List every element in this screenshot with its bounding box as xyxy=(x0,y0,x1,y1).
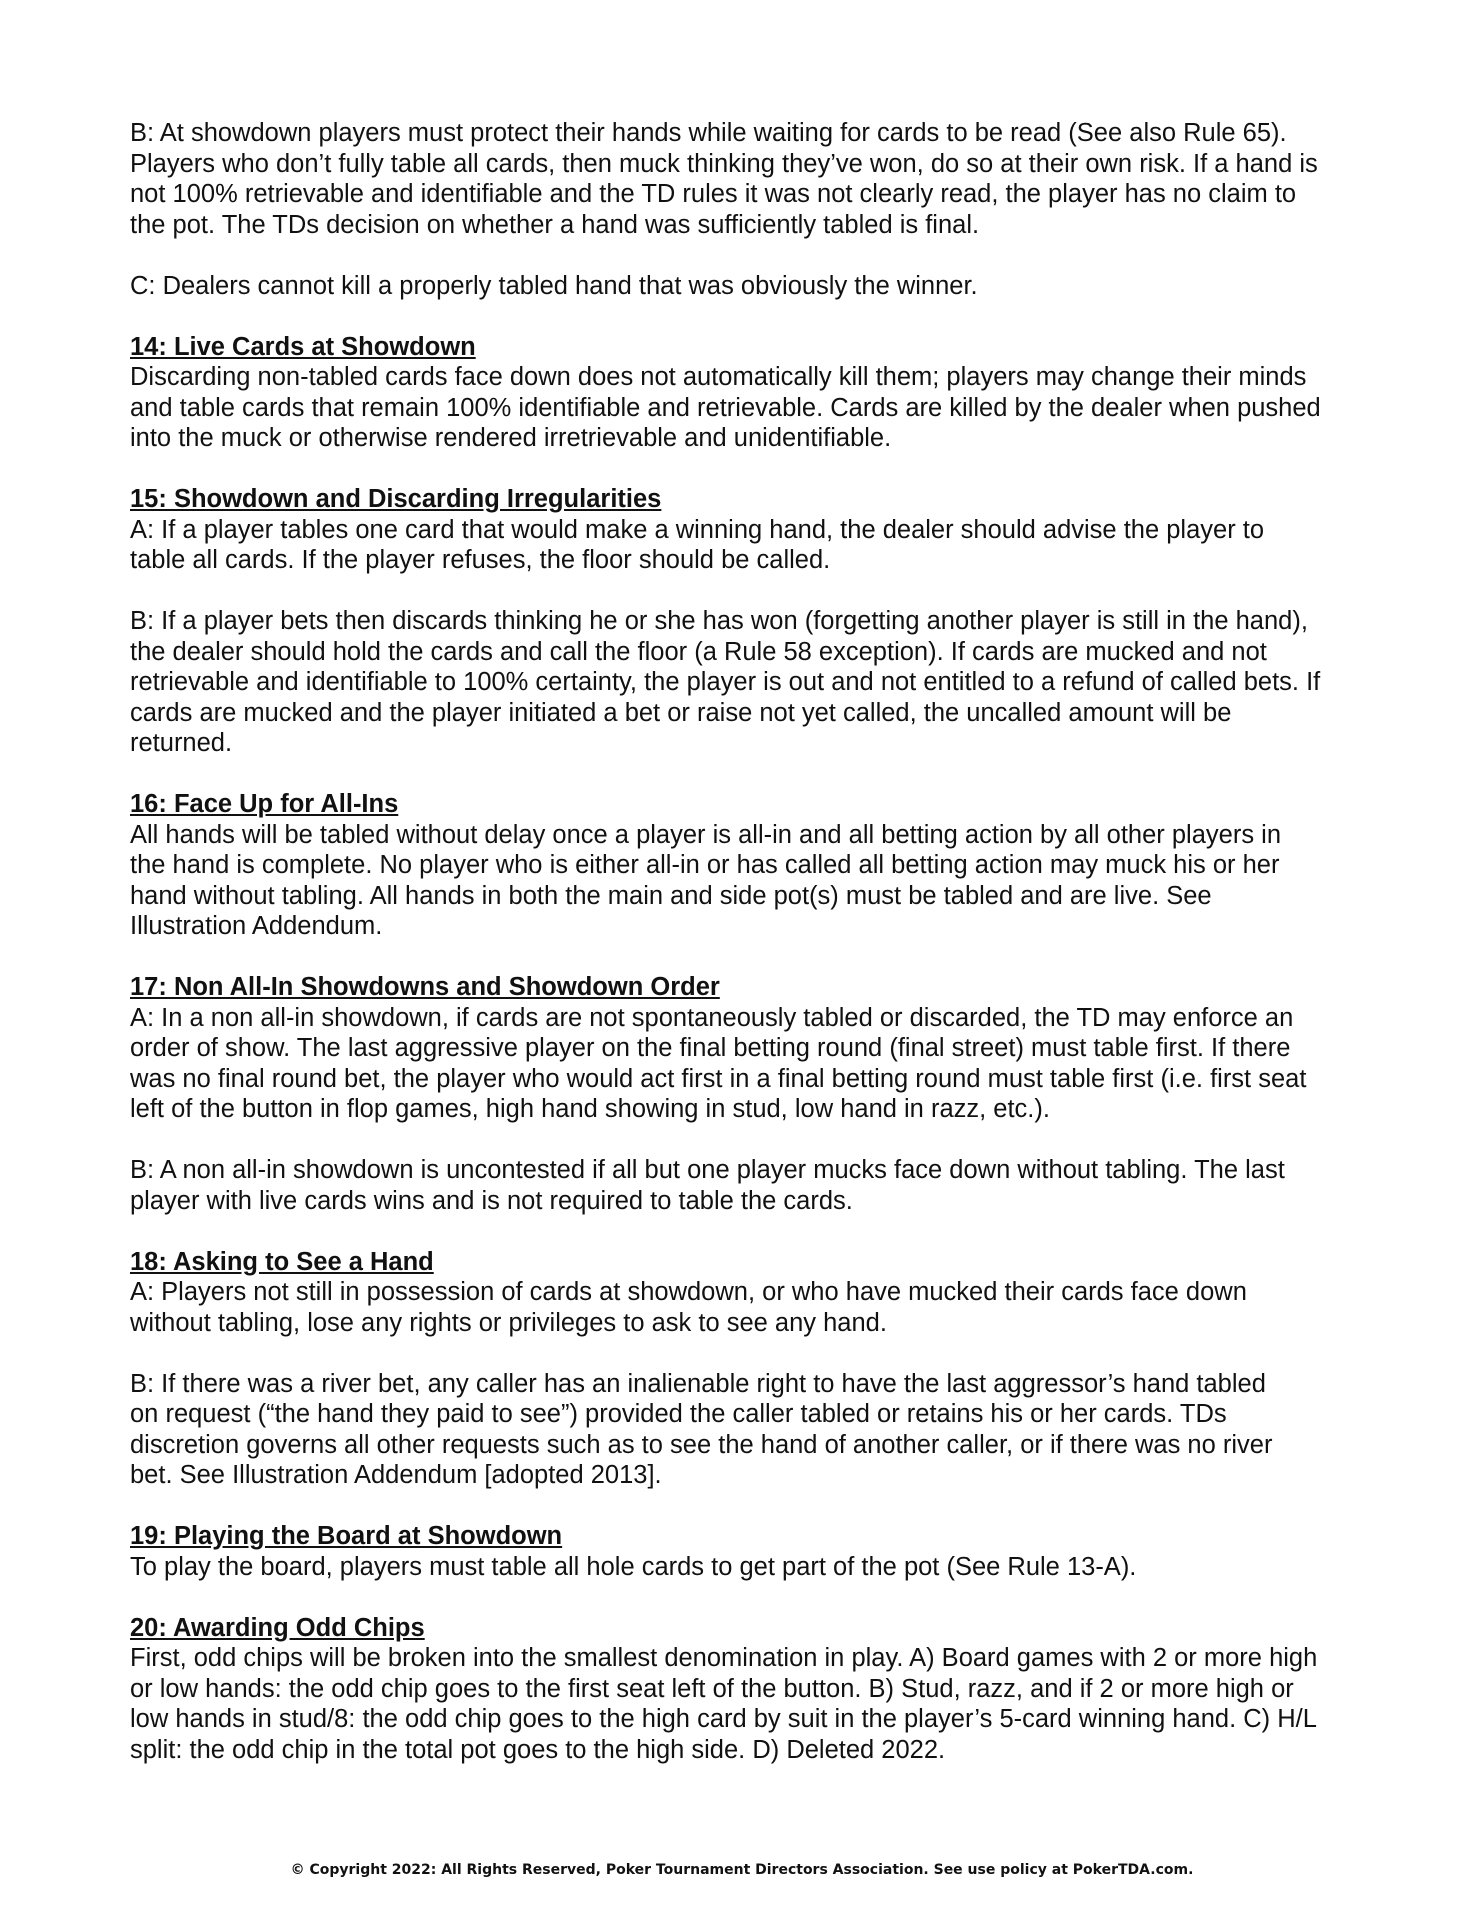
rule-18b-text: B: If there was a river bet, any caller has an inalienable right to have the last aggressor’s hand tabled on request (“the hand they paid to see”) provided the caller tabled or retains his or her cards. TDs discretion governs all other requests such as to see the hand of another caller, or if there was no river bet. See Illustration Addendum [adopted 2013]. xyxy=(130,1369,1273,1489)
rule-20-heading: 20: Awarding Odd Chips xyxy=(130,1613,425,1642)
rule-19-heading: 19: Playing the Board at Showdown xyxy=(130,1522,563,1550)
rule-18-heading: 18: Asking to See a Hand xyxy=(130,1247,434,1276)
rule-14-heading: 14: Live Cards at Showdown xyxy=(130,332,476,361)
rule-17b-text: B: A non all-in showdown is uncontested if all but one player mucks face down without tabling. The last player with live cards wins and is not required to table the cards. xyxy=(130,1156,1285,1215)
copyright-footer: © Copyright 2022: All Rights Reserved, Poker Tournament Directors Association. See use policy at PokerTDA.com. xyxy=(290,1862,1194,1878)
rule-15a-text: A: If a player tables one card that would make a winning hand, the dealer should advise the player to table all cards. If the player refuses, the floor should be called. xyxy=(130,515,1265,574)
rule-15-heading: 15: Showdown and Discarding Irregularities xyxy=(130,485,662,513)
rule-19-text: To play the board, players must table all hole cards to get part of the pot (See Rule 13-A). xyxy=(130,1552,1137,1581)
rule-15b-text: B: If a player bets then discards thinking he or she has won (forgetting another player is still in the hand), the dealer should hold the cards and call the floor (a Rule 58 exception). If cards are mucked and not retrievable and identifiable to 100% certainty, the player is out and not entitled to a refund of called bets. If cards are mucked and the player initiated a bet or raise not yet called, the uncalled amount will be returned. xyxy=(130,607,1321,757)
rule-14-text: Discarding non-tabled cards face down does not automatically kill them; players may change their minds and table cards that remain 100% identifiable and retrievable. Cards are killed by the dealer when pushed into the muck or otherwise rendered irretrievable and unidentifiable. xyxy=(130,363,1321,452)
rule-16-heading: 16: Face Up for All-Ins xyxy=(130,790,399,818)
rule-20-text: First, odd chips will be broken into the smallest denomination in play. A) Board games with 2 or more high or low hands: the odd chip goes to the first seat left of the button. B) Stud, razz, and if 2 or more high or low hands in stud/8: the odd chip goes to the high card by suit in the player’s 5-card winning hand. C) H/L split: the odd chip in the total pot goes to the high side. D) Deleted 2022. xyxy=(130,1644,1318,1764)
rule-16-text: All hands will be tabled without delay once a player is all-in and all betting action by all other players in the hand is complete. No player who is either all-in or has called all betting action may muck his or her hand without tabling. All hands in both the main and side pot(s) must be tabled and are live. See Illustration Addendum. xyxy=(130,820,1281,940)
rule-13b-text: B: At showdown players must protect their hands while waiting for cards to be read (See also Rule 65). Players who don’t fully table all cards, then muck thinking they’ve won, do so at their own risk. If a hand is not 100% retrievable and identifiable and the TD rules it was not clearly read, the player has no claim to the pot. The TDs decision on whether a hand was sufficiently tabled is final. xyxy=(130,119,1318,239)
rule-17-heading: 17: Non All-In Showdowns and Showdown Order xyxy=(130,973,720,1001)
rule-17a-text: A: In a non all-in showdown, if cards are not spontaneously tabled or discarded, the TD may enforce an order of show. The last aggressive player on the final betting round (final street) must table first. If there was no final round bet, the player who would act first in a final betting round must table first (i.e. first seat left of the button in flop games, high hand showing in stud, low hand in razz, etc.). xyxy=(130,1003,1307,1123)
rule-18a-text: A: Players not still in possession of cards at showdown, or who have mucked their cards face down without tabling, lose any rights or privileges to ask to see any hand. xyxy=(130,1278,1247,1337)
document-page xyxy=(130,118,1380,1765)
rule-13c-text: C: Dealers cannot kill a properly tabled hand that was obviously the winner. xyxy=(130,271,978,300)
